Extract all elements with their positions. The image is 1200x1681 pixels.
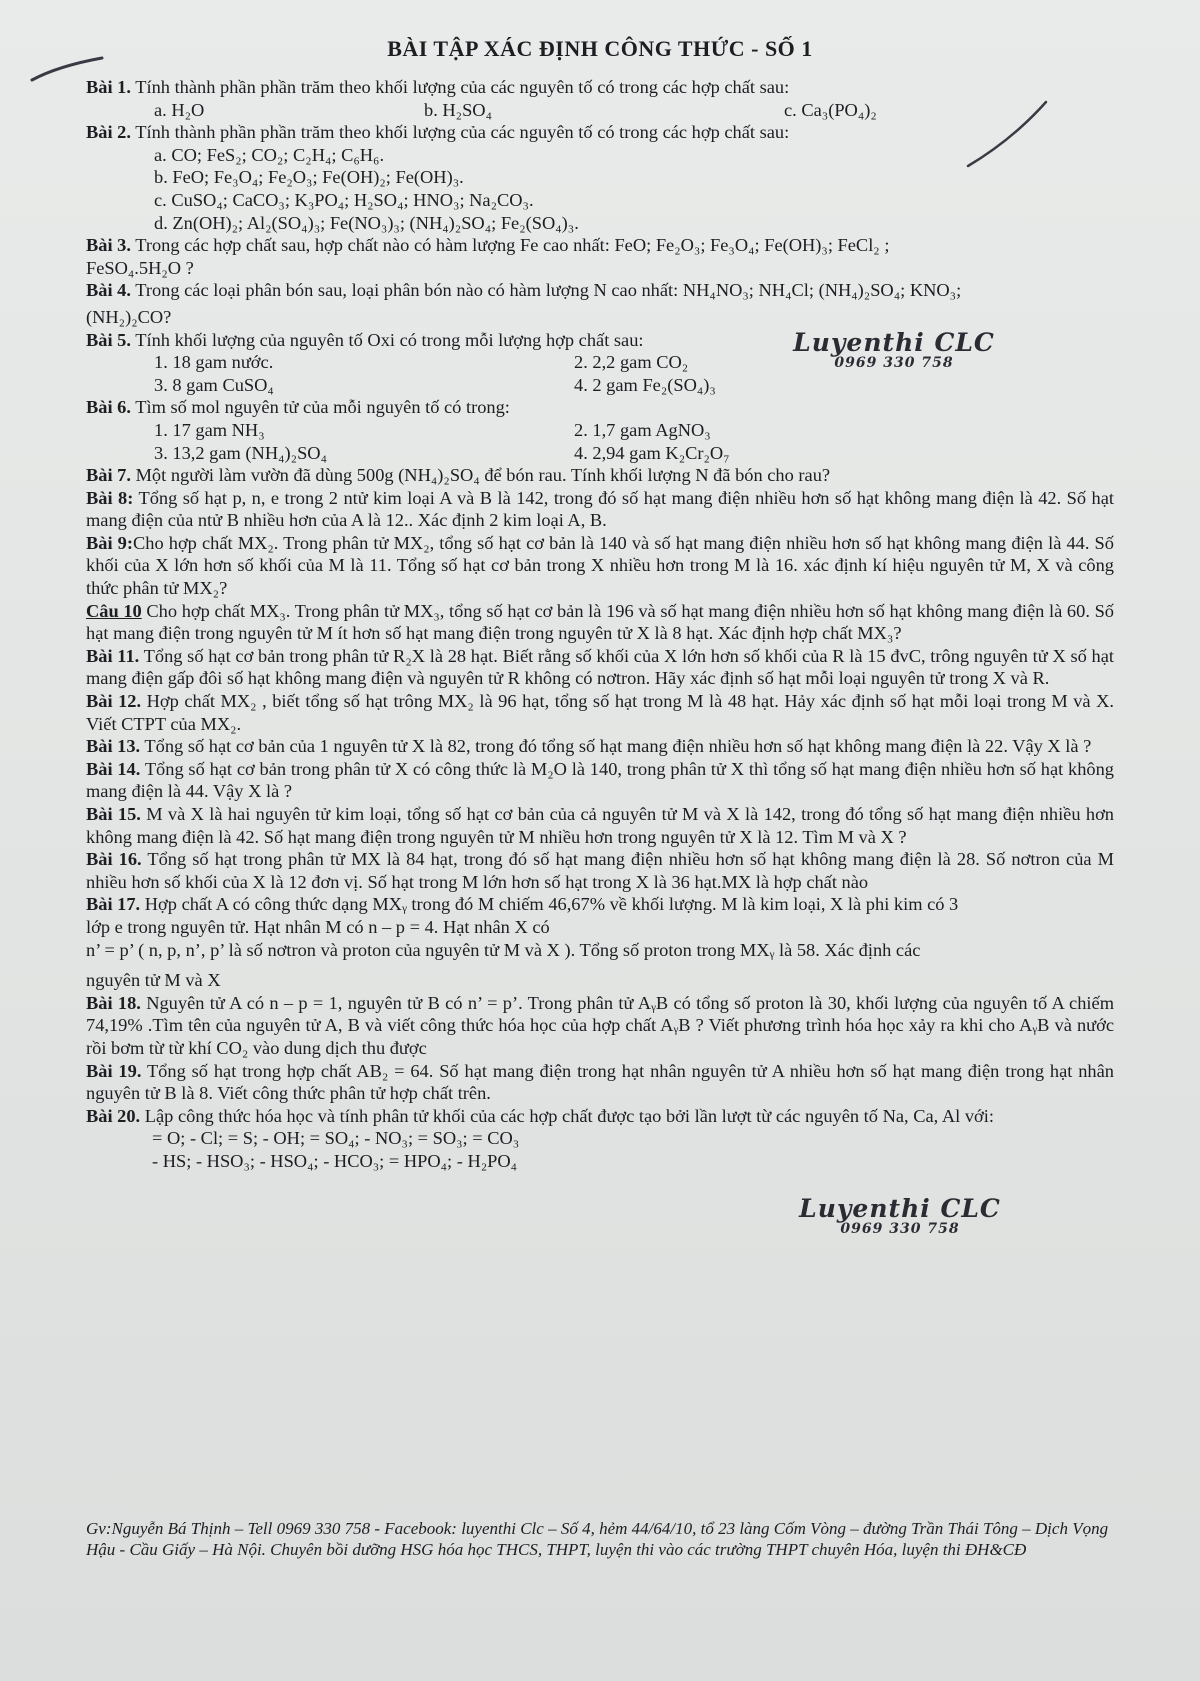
exercise-2: [86, 121, 1114, 144]
exercise-label: Câu 10: [86, 600, 142, 621]
list-item: 1. 18 gam nước.: [154, 352, 274, 373]
exercise-text: Hợp chất MX₂ , biết tổng số hạt trông MX₂ là 96 hạt, tổng số hạt trong M là 48 hạt. Hảy xác định số hạt mỗi loại trong M và X. Viết CTPT của MX₂.: [86, 691, 1114, 734]
exercise-text: Tìm số mol nguyên tử của mỗi nguyên tố có trong:: [130, 397, 510, 418]
list-item: b. H₂SO₄: [424, 99, 493, 120]
exercise-text: (NH₂)₂CO?: [86, 306, 172, 327]
exercise-label: Bài 13.: [86, 736, 141, 757]
exercise-16: [86, 848, 1114, 893]
exercise-text: Tổng số hạt trong phân tử MX là 84 hạt, trong đó số hạt mang điện nhiều hơn số hạt không mang điện là 28. Số nơtron của M nhiều hơn số khối của X là 12 đơn vị. Số hạt trong M lớn hơn số hạt trong X là 36 hạt.MX là hợp chất nào: [86, 849, 1114, 892]
ion-list: = O; - Cl; = S; - OH; = SO₄; - NO₃; = SO₃; = CO₃: [152, 1128, 520, 1149]
exercise-label: Bài 14.: [86, 758, 141, 779]
exercise-1-items: [86, 99, 1114, 122]
exercise-list: [86, 76, 1114, 1173]
exercise-label: Bài 20.: [86, 1105, 141, 1126]
exercise-text: Trong các hợp chất sau, hợp chất nào có hàm lượng Fe cao nhất: FeO; Fe₂O₃; Fe₃O₄; Fe(OH)₃; FeCl₂ ;: [130, 235, 890, 256]
exercise-label: Bài 15.: [86, 804, 141, 824]
exercise-11: [86, 645, 1114, 690]
exercise-label: Bài 12.: [86, 691, 142, 712]
exercise-9: [86, 532, 1114, 600]
exercise-15: [86, 803, 1114, 848]
exercise-label: Bài 2.: [86, 122, 131, 143]
exercise-7: [86, 464, 1114, 487]
exercise-6-items-2: [86, 442, 1114, 465]
exercise-label: Bài 18.: [86, 992, 141, 1013]
list-item: 4. 2 gam Fe₂(SO₄)₃: [574, 374, 716, 395]
exercise-17: [86, 893, 1114, 916]
exercise-text: n’ = p’ ( n, p, n’, p’ là số nơtron và proton của nguyên tử M và X ). Tổng số proton trong MXᵧ là 58. Xác định các: [86, 939, 921, 960]
list-item: a. CO; FeS₂; CO₂; C₂H₄; C₆H₆.: [154, 144, 385, 165]
exercise-14: [86, 758, 1114, 803]
exercise-label: Bài 3.: [86, 235, 131, 256]
list-item: 3. 8 gam CuSO₄: [154, 374, 274, 395]
exercise-text: nguyên tử M và X: [86, 970, 221, 991]
exercise-text: Cho hợp chất MX₂. Trong phân tử MX₂, tổng số hạt cơ bản là 140 và số hạt mang điện nhiều hơn số hạt không mang điện là 44. Số khối của X lớn hơn số khối của M là 11. Tổng số hạt cơ bản trong X nhiều hơn trong M là 16. xác định kí hiệu nguyên tử M, X và công thức phân tử MX₂?: [86, 532, 1114, 599]
list-item: c. Ca₃(PO₄)₂: [784, 99, 877, 120]
exercise-12: [86, 690, 1114, 735]
exercise-text: Nguyên tử A có n – p = 1, nguyên tử B có n’ = p’. Trong phân tử AᵧB có tổng số proton là 30, khối lượng của nguyên tố A chiếm 74,19% .Tìm tên của nguyên tử A, B và viết công thức hóa học của hợp chất AᵧB ? Viết phương trình hóa học xảy ra khi cho AᵧB và nước rồi bơm từ từ khí CO₂ vào dung dịch thu được: [86, 992, 1114, 1058]
exercise-text: Hợp chất A có công thức dạng MXᵧ trong đó M chiếm 46,67% về khối lượng. M là kim loại, X là phi kim có 3: [140, 894, 959, 915]
list-item: d. Zn(OH)₂; Al₂(SO₄)₃; Fe(NO₃)₃; (NH₄)₂SO₄; Fe₂(SO₄)₃.: [154, 212, 579, 233]
exercise-text: Tổng số hạt trong hợp chất AB₂ = 64. Số hạt mang điện trong hạt nhân nguyên tử A nhiều hơn số hạt mang điện trong hạt nhân nguyên tử B là 8. Viết công thức phân tử hợp chất trên.: [86, 1060, 1114, 1104]
exercise-label: Bài 16.: [86, 849, 142, 870]
exercise-13: [86, 735, 1114, 758]
exercise-text: Tính thành phần phần trăm theo khối lượng của các nguyên tố có trong các hợp chất sau:: [130, 77, 790, 97]
exercise-label: Bài 11.: [86, 645, 140, 666]
exercise-text: Trong các loại phân bón sau, loại phân bón nào có hàm lượng N cao nhất: NH₄NO₃; NH₄Cl; (NH₄)₂SO₄; KNO₃;: [130, 280, 962, 301]
brand-phone: 0969 330 758: [840, 1221, 960, 1237]
exercise-5-items-2: [86, 374, 1114, 397]
exercise-text: M và X là hai nguyên tử kim loại, tổng số hạt cơ bản của cả nguyên tử M và X là 142, trong đó tổng số hạt mang điện nhiều hơn không mang điện là 42. Số hạt mang điện trong nguyên tử M nhiều hơn trong nguyên tử X là 12. Tìm M và X ?: [86, 804, 1114, 847]
exercise-3: [86, 234, 1114, 257]
list-item: c. CuSO₄; CaCO₃; K₃PO₄; H₂SO₄; HNO₃; Na₂CO₃.: [154, 189, 534, 210]
exercise-1: [86, 76, 1114, 99]
exercise-18: [86, 992, 1114, 1060]
exercise-text: Cho hợp chất MX₃. Trong phân tử MX₃, tổng số hạt cơ bản là 196 và số hạt mang điện nhiều hơn số hạt không mang điện là 60. Số hạt mang điện trong nguyên tử M ít hơn số hạt mang điện trong nguyên tử X là 8 hạt. Xác định hợp chất MX₃?: [86, 600, 1114, 644]
footer-contact: Gv:Nguyễn Bá Thịnh – Tell 0969 330 758 - Facebook: luyenthi Clc – Số 4, hẻm 44/64/10, tổ 23 làng Cốm Vòng – đường Trần Thái Tông – Dịch Vọng Hậu - Cầu Giấy – Hà Nội. Chuyên bồi dưỡng HSG hóa học THCS, THPT, luyện thi vào các trường THPT chuyên Hóa, luyện thi ĐH&CĐ: [86, 1519, 1109, 1559]
exercise-8: [86, 487, 1114, 532]
exercise-label: Bài 19.: [86, 1060, 142, 1081]
exercise-label: Bài 17.: [86, 894, 141, 915]
exercise-text: Tổng số hạt p, n, e trong 2 ntử kim loại A và B là 142, trong đó số hạt mang điện nhiều hơn số hạt không mang điện là 42. Số hạt mang điện của ntử B nhiều hơn của A là 12.. Xác định 2 kim loại A, B.: [86, 487, 1114, 531]
exercise-label: Bài 9:: [86, 532, 133, 553]
exercise-label: Bài 8:: [86, 487, 134, 508]
exercise-label: Bài 4.: [86, 280, 131, 301]
ion-list: - HS; - HSO₃; - HSO₄; - HCO₃; = HPO₄; - H₂PO₄: [152, 1150, 518, 1171]
exercise-6-items: [86, 419, 1114, 442]
exercise-text: lớp e trong nguyên tử. Hạt nhân M có n – p = 4. Hạt nhân X có: [86, 916, 550, 937]
exercise-label: Bài 5.: [86, 329, 131, 350]
list-item: b. FeO; Fe₃O₄; Fe₂O₃; Fe(OH)₂; Fe(OH)₃.: [154, 167, 464, 188]
list-item: 1. 17 gam NH₃: [154, 419, 265, 440]
exercise-4: [86, 279, 1114, 302]
exercise-text: Tổng số hạt cơ bản của 1 nguyên tử X là 82, trong đó tổng số hạt mang điện nhiều hơn số hạt không mang điện là 22. Vậy X là ?: [140, 736, 1092, 757]
exercise-20: [86, 1105, 1114, 1128]
brand-name: Luyenthi CLC: [799, 1194, 1001, 1223]
exercise-text: Một người làm vườn đã dùng 500g (NH₄)₂SO₄ để bón rau. Tính khối lượng N đã bón cho rau?: [130, 465, 831, 486]
exercise-text: Lập công thức hóa học và tính phân tử khối của các hợp chất được tạo bởi lần lượt từ các nguyên tố Na, Ca, Al với:: [140, 1105, 994, 1126]
brand-name: Luyenthi CLC: [793, 328, 995, 357]
list-item: 2. 1,7 gam AgNO₃: [574, 419, 711, 440]
list-item: 3. 13,2 gam (NH₄)₂SO₄: [154, 442, 327, 463]
brand-stamp-2: [790, 1196, 1010, 1236]
exercise-text: Tính thành phần phần trăm theo khối lượng của các nguyên tố có trong các hợp chất sau:: [130, 122, 790, 143]
exercise-6: [86, 396, 1114, 419]
page-title: BÀI TẬP XÁC ĐỊNH CÔNG THỨC - SỐ 1: [387, 36, 813, 61]
exercise-text: FeSO₄.5H₂O ?: [86, 257, 194, 278]
exercise-label: Bài 1.: [86, 77, 131, 97]
list-item: 2. 2,2 gam CO₂: [574, 352, 689, 373]
brand-stamp: [784, 330, 1004, 370]
exercise-10: [86, 600, 1114, 645]
brand-phone: 0969 330 758: [834, 355, 954, 371]
exercise-text: Tổng số hạt cơ bản trong phân tử X có công thức là M₂O là 140, trong phân tử X thì tổng số hạt mang điện nhiều hơn số hạt không mang điện là 44. Vậy X là ?: [86, 758, 1114, 802]
list-item: a. H₂O: [154, 99, 205, 120]
exercise-text: Tính khối lượng của nguyên tố Oxi có trong mỗi lượng hợp chất sau:: [130, 329, 644, 350]
list-item: 4. 2,94 gam K₂Cr₂O₇: [574, 442, 730, 463]
exercise-label: Bài 6.: [86, 397, 131, 418]
exercise-label: Bài 7.: [86, 465, 131, 486]
exercise-19: [86, 1060, 1114, 1105]
exercise-text: Tổng số hạt cơ bản trong phân tử R₂X là 28 hạt. Biết rằng số khối của X lớn hơn số khối của R là 15 đvC, trông nguyên tử X số hạt mang điện gấp đôi số hạt không mang điện và nguyên tử R không có nơtron. Hãy xác định số hạt mỗi loại nguyên tử trong X và R.: [86, 645, 1114, 689]
